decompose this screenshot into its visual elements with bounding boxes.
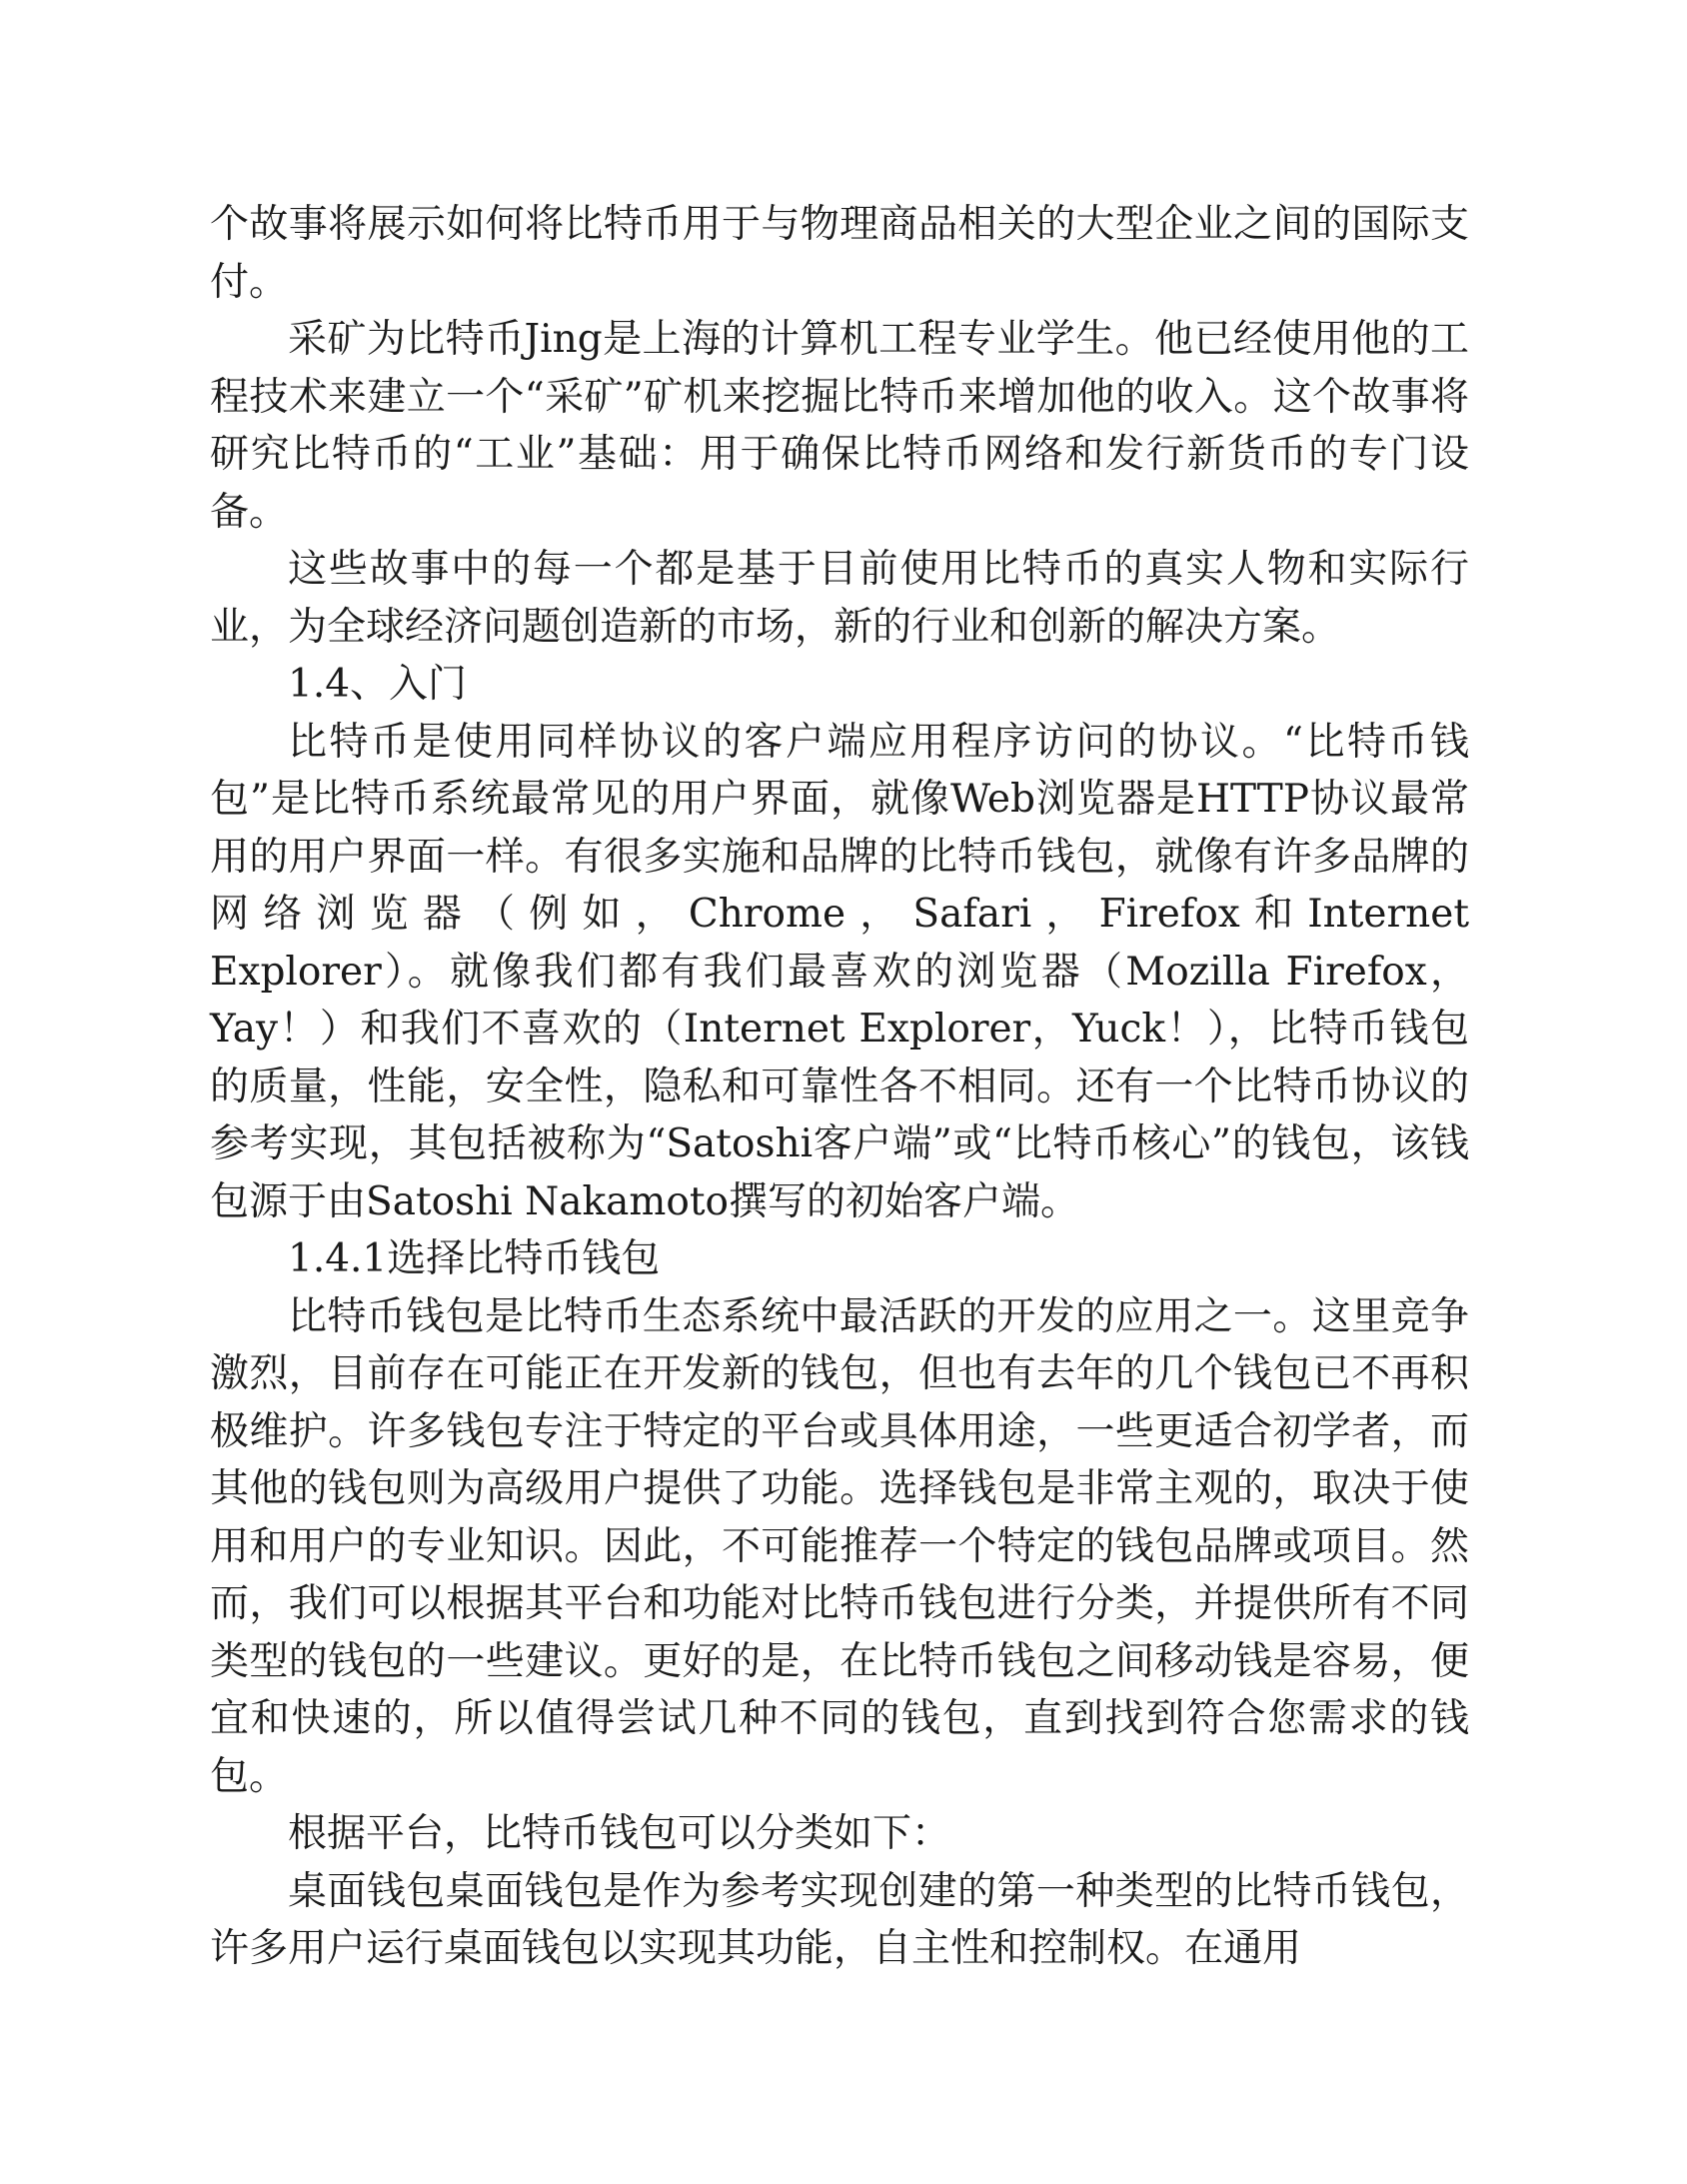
section-heading-choosing-wallet: 1.4.1选择比特币钱包 <box>288 1236 661 1281</box>
paragraph-intro-continued: 个故事将展示如何将比特币用于与物理商品相关的大型企业之间的国际支付。 <box>210 202 1469 305</box>
document-page <box>210 196 1469 1978</box>
paragraph-choosing-wallet: 比特币钱包是比特币生态系统中最活跃的开发的应用之一。这里竞争激烈，目前存在可能正在开发新的钱包，但也有去年的几个钱包已不再积极维护。许多钱包专注于特定的平台或具体用途，一些更适合初学者，而其他的钱包则为高级用户提供了功能。选择钱包是非常主观的，取决于使用和用户的专业知识。因此，不可能推荐一个特定的钱包品牌或项目。然而，我们可以根据其平台和功能对比特币钱包进行分类，并提供所有不同类型的钱包的一些建议。更好的是，在比特币钱包之间移动钱是容易，便宜和快速的，所以值得尝试几种不同的钱包，直到找到符合您需求的钱包。 <box>210 1293 1469 1799</box>
paragraph-mining-story: 采矿为比特币Jing是上海的计算机工程专业学生。他已经使用他的工程技术来建立一个“采矿”矿机来挖掘比特币来增加他的收入。这个故事将研究比特币的“工业”基础：用于确保比特币网络和发行新货币的专门设备。 <box>210 317 1469 535</box>
paragraph-desktop-wallet: 桌面钱包桌面钱包是作为参考实现创建的第一种类型的比特币钱包，许多用户运行桌面钱包以实现其功能，自主性和控制权。在通用 <box>210 1868 1469 1971</box>
paragraph-wallet-intro: 比特币是使用同样协议的客户端应用程序访问的协议。“比特币钱包”是比特币系统最常见的用户界面，就像Web浏览器是HTTP协议最常用的用户界面一样。有很多实施和品牌的比特币钱包，就像有许多品牌的网络浏览器（例如，Chrome，Safari，Firefox和Internet Explorer）。就像我们都有我们最喜欢的浏览器（Mozilla Firefox，Yay！）和我们不喜欢的（Internet Explorer，Yuck！），比特币钱包的质量，性能，安全性，隐私和可靠性各不相同。还有一个比特币协议的参考实现，其包括被称为“Satoshi客户端”或“比特币核心”的钱包，该钱包源于由Satoshi Nakamoto撰写的初始客户端。 <box>210 719 1469 1224</box>
paragraph-platform-classification: 根据平台，比特币钱包可以分类如下： <box>288 1811 951 1856</box>
section-heading-getting-started: 1.4、入门 <box>288 662 468 707</box>
paragraph-stories-summary: 这些故事中的每一个都是基于目前使用比特币的真实人物和实际行业，为全球经济问题创造新的市场，新的行业和创新的解决方案。 <box>210 547 1469 650</box>
